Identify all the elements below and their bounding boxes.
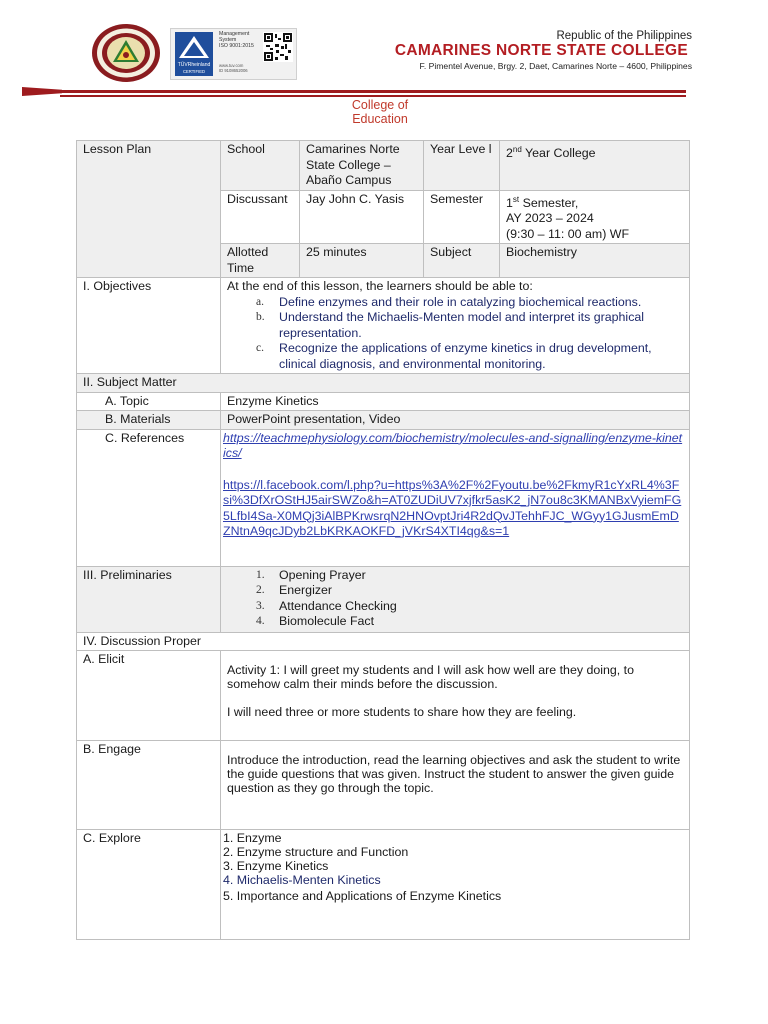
year-value: 2nd Year College [500, 141, 690, 191]
engage-content [221, 741, 690, 830]
objectives-label: I. Objectives [77, 278, 221, 374]
college-seal-logo [90, 22, 162, 84]
references-content [221, 429, 690, 566]
topic-label: A. Topic [77, 392, 221, 411]
qr-code-icon [263, 32, 293, 62]
list-item: 2. Energizer [256, 583, 333, 598]
lesson-plan-label: Lesson Plan [77, 141, 221, 278]
reference-link-2[interactable]: https://l.facebook.com/l.php?u=https%3A%2F%2Fyoutu.be%2FkmyR1cYxRL4%3Fsi%3DfXrOStHJ5airSWZo&h=AT0ZUDiUV7xjfkr5asK2_jN7ou8c3KMANBxVyiemFG5LfbI4Sa-X0MQj3iAlBPKrwsrqN2HNOvptJri4R2dQvJTehhFJC_WGyy1GJusmEmDZNtnA9qcJDyb2LbKRKAOKFD_jVKrS4XTI4qg&s=1 [223, 477, 682, 539]
preliminaries-label: III. Preliminaries [77, 566, 221, 632]
header-rule-bottom [60, 95, 686, 97]
iso-certification-badge [170, 28, 297, 80]
header-rule-top [22, 90, 686, 93]
elicit-label: A. Elicit [77, 651, 221, 741]
list-item: 4. Biomolecule Fact [256, 614, 375, 629]
list-item: 2. Enzyme structure and Function [223, 845, 409, 860]
list-item: a. Define enzymes and their role in catalyzing biochemical reactions. [256, 294, 642, 309]
year-label: Year Leve l [424, 141, 500, 191]
references-label: C. References [77, 429, 221, 566]
tuv-rheinland-logo [175, 32, 213, 76]
subject-label: Subject [424, 244, 500, 278]
semester-value: 1st Semester, AY 2023 – 2024 (9:30 – 11: 00 am) WF [500, 190, 690, 244]
list-item: b. Understand the Michaelis-Menten model and interpret its graphical representation. [256, 310, 645, 340]
college-name: CAMARINES NORTE STATE COLLEGE [394, 42, 688, 59]
list-item: 4. Michaelis-Menten Kinetics [223, 873, 381, 888]
list-item: c. Recognize the applications of enzyme kinetics in drug development, clinical diagnosis, and environmental monitoring. [256, 341, 652, 371]
preliminaries-list [227, 568, 683, 630]
cert-brand: TÜVRheinland [177, 62, 211, 68]
elicit-paragraph-2: I will need three or more students to share how they are feeling. [227, 705, 577, 720]
semester-label: Semester [424, 190, 500, 244]
topic-value: Enzyme Kinetics [221, 392, 690, 411]
objectives-intro: At the end of this lesson, the learners should be able to: [227, 279, 533, 294]
reference-link-1[interactable]: https://teachmephysiology.com/biochemistry/molecules-and-signalling/enzyme-kinetics/ [223, 430, 683, 461]
college-unit: College of Education [351, 98, 409, 126]
engage-label: B. Engage [77, 741, 221, 830]
cert-text: Management System ISO 9001:2015 [219, 31, 254, 50]
list-item: 1. Enzyme [223, 831, 282, 846]
school-value: Camarines Norte State College – Abaño Campus [300, 141, 424, 191]
republic-text: Republic of the Philippines [556, 30, 692, 42]
materials-value: PowerPoint presentation, Video [221, 411, 690, 430]
discussant-value: Jay John C. Yasis [300, 190, 424, 244]
explore-content [221, 830, 690, 940]
engage-paragraph: Introduce the introduction, read the learning objectives and ask the student to write the guide questions that was given. Instruct the student to answer the given guide question as they go through the topic. [227, 753, 681, 796]
materials-label: B. Materials [77, 411, 221, 430]
objectives-list [227, 295, 683, 373]
objectives-content [221, 278, 690, 374]
school-label: School [221, 141, 300, 191]
elicit-content [221, 651, 690, 741]
list-item: 1. Opening Prayer [256, 567, 366, 582]
list-item: 5. Importance and Applications of Enzyme Kinetics [223, 889, 502, 904]
explore-label: C. Explore [77, 830, 221, 940]
lesson-plan-table [76, 140, 690, 940]
cert-certified: CERTIFIED [182, 69, 206, 74]
list-item: 3. Attendance Checking [256, 598, 397, 613]
discussant-label: Discussant [221, 190, 300, 244]
subject-value: Biochemistry [500, 244, 690, 278]
allotted-value: 25 minutes [300, 244, 424, 278]
cert-www: www.tuv.com ID 9108652006 [219, 63, 248, 73]
subject-matter-label: II. Subject Matter [77, 374, 690, 393]
allotted-label: Allotted Time [221, 244, 300, 278]
elicit-paragraph-1: Activity 1: I will greet my students and I will ask how well are they doing, to somehow calm their minds before the discussion. [227, 663, 635, 692]
college-address: F. Pimentel Avenue, Brgy. 2, Daet, Camarines Norte – 4600, Philippines [419, 61, 692, 71]
preliminaries-content [221, 566, 690, 632]
list-item: 3. Enzyme Kinetics [223, 859, 329, 874]
discussion-label: IV. Discussion Proper [77, 632, 690, 651]
